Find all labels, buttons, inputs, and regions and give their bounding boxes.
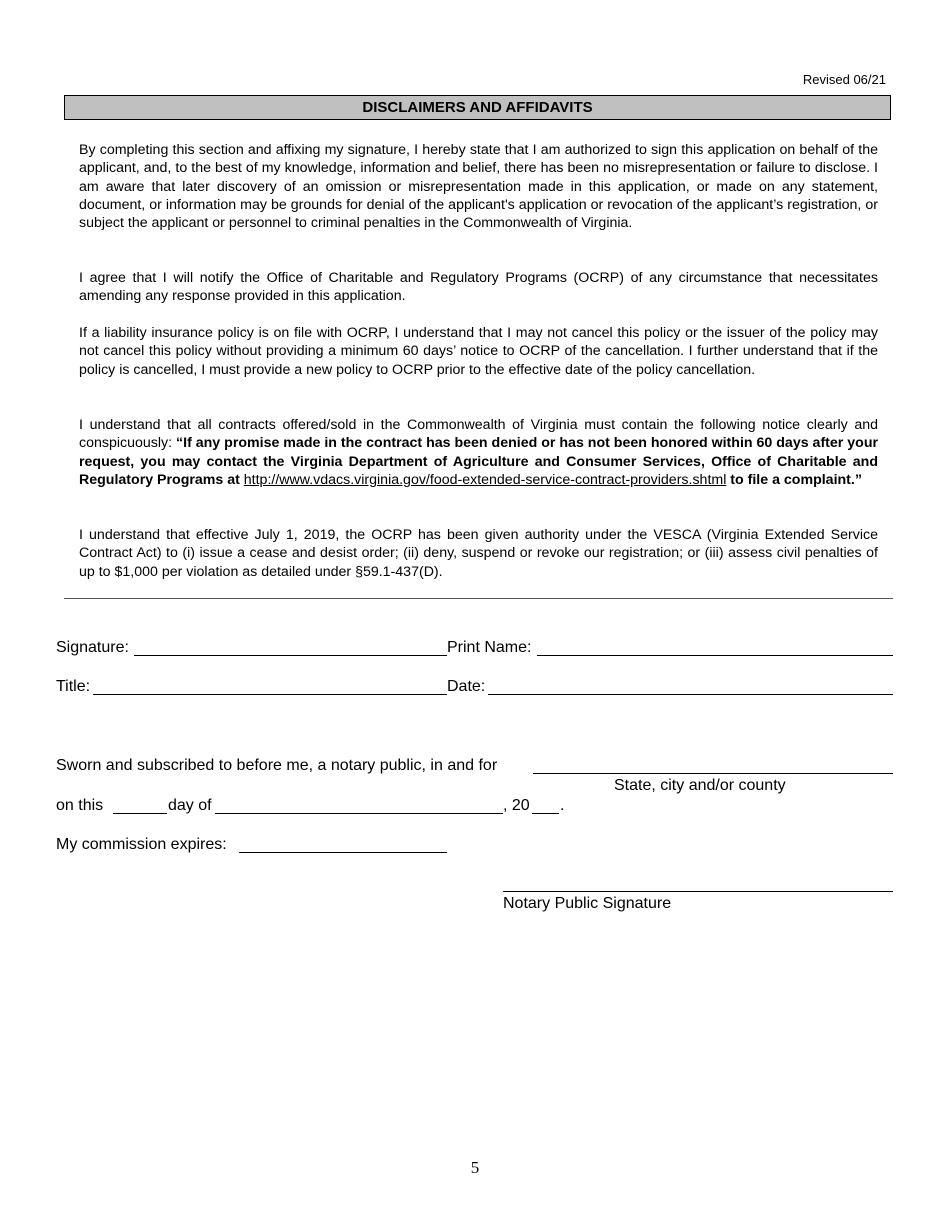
jurisdiction-line[interactable] [533, 773, 893, 774]
vesca-paragraph: I understand that effective July 1, 2019, the OCRP has been given authority under the VESCA (Virginia Extended Service Contract Act) to (i) issue a cease and desist order; (ii) deny, suspend or revoke our registration; or (iii) assess civil penalties of up to $1,000 per violation as detailed under §59.1-437(D). [79, 527, 878, 580]
sworn-statement: Sworn and subscribed to before me, a notary public, in and for [56, 757, 498, 774]
day-of-label: day of [168, 797, 212, 814]
jurisdiction-caption: State, city and/or county [614, 777, 786, 794]
insurance-paragraph: If a liability insurance policy is on file with OCRP, I understand that I may not cancel this policy or the issuer of the policy may not cancel this policy without providing a minimum 60 days’ notice to OCRP of the cancellation. I further understand that if the policy is cancelled, I must provide a new policy to OCRP prior to the effective date of the policy cancellation. [79, 325, 878, 378]
commission-line[interactable] [239, 852, 447, 853]
contract-notice-intro: I understand that all contracts offered/sold in the Commonwealth of Virginia must contain the following notice clearly and conspicuously: [79, 417, 878, 452]
contract-notice-paragraph [79, 416, 878, 489]
signature-line[interactable] [134, 655, 447, 656]
revision-date: Revised 06/21 [802, 72, 886, 87]
section-divider [64, 598, 893, 599]
contract-notice-end: to file a complaint.” [726, 471, 862, 488]
complaint-link[interactable]: http://www.vdacs.virginia.gov/food-extended-service-contract-providers.shtml [243, 471, 727, 488]
authorization-paragraph: By completing this section and affixing my signature, I hereby state that I am authorized to sign this application on behalf of the applicant, and, to the best of my knowledge, information and belief, there has been no misrepresentation or failure to disclose. I am aware that later discovery of an omission or misrepresentation made in this application, or made on any statement, document, or information may be grounds for denial of the applicant's application or revocation of the applicant’s registration, or subject the applicant or personnel to criminal penalties in the Commonwealth of Virginia. [79, 142, 878, 232]
section-title: DISCLAIMERS AND AFFIDAVITS [64, 95, 891, 120]
contract-notice-bold: “If any promise made in the contract has been denied or has not been honored within 60 days after your request, you may contact the Virginia Department of Agriculture and Consumer Services, Office of Charitable and Regulatory Programs at [79, 435, 879, 488]
year-suffix: . [560, 797, 565, 814]
title-label: Title: [56, 678, 91, 695]
date-line[interactable] [488, 694, 893, 695]
date-label: Date: [447, 678, 486, 695]
page-number: 5 [470, 1158, 480, 1177]
day-line[interactable] [113, 813, 167, 814]
on-this-label: on this [56, 797, 104, 814]
signature-label: Signature: [56, 639, 129, 656]
title-line[interactable] [93, 694, 447, 695]
print-name-line[interactable] [537, 655, 893, 656]
commission-label: My commission expires: [56, 836, 227, 853]
notification-paragraph: I agree that I will notify the Office of Charitable and Regulatory Programs (OCRP) of any circumstance that necessitates amending any response provided in this application. [79, 270, 878, 305]
year-line[interactable] [532, 813, 559, 814]
notary-signature-caption: Notary Public Signature [503, 895, 672, 912]
notary-signature-line[interactable] [503, 891, 893, 892]
year-prefix: , 20 [503, 797, 530, 814]
print-name-label: Print Name: [447, 639, 532, 656]
month-line[interactable] [215, 813, 503, 814]
